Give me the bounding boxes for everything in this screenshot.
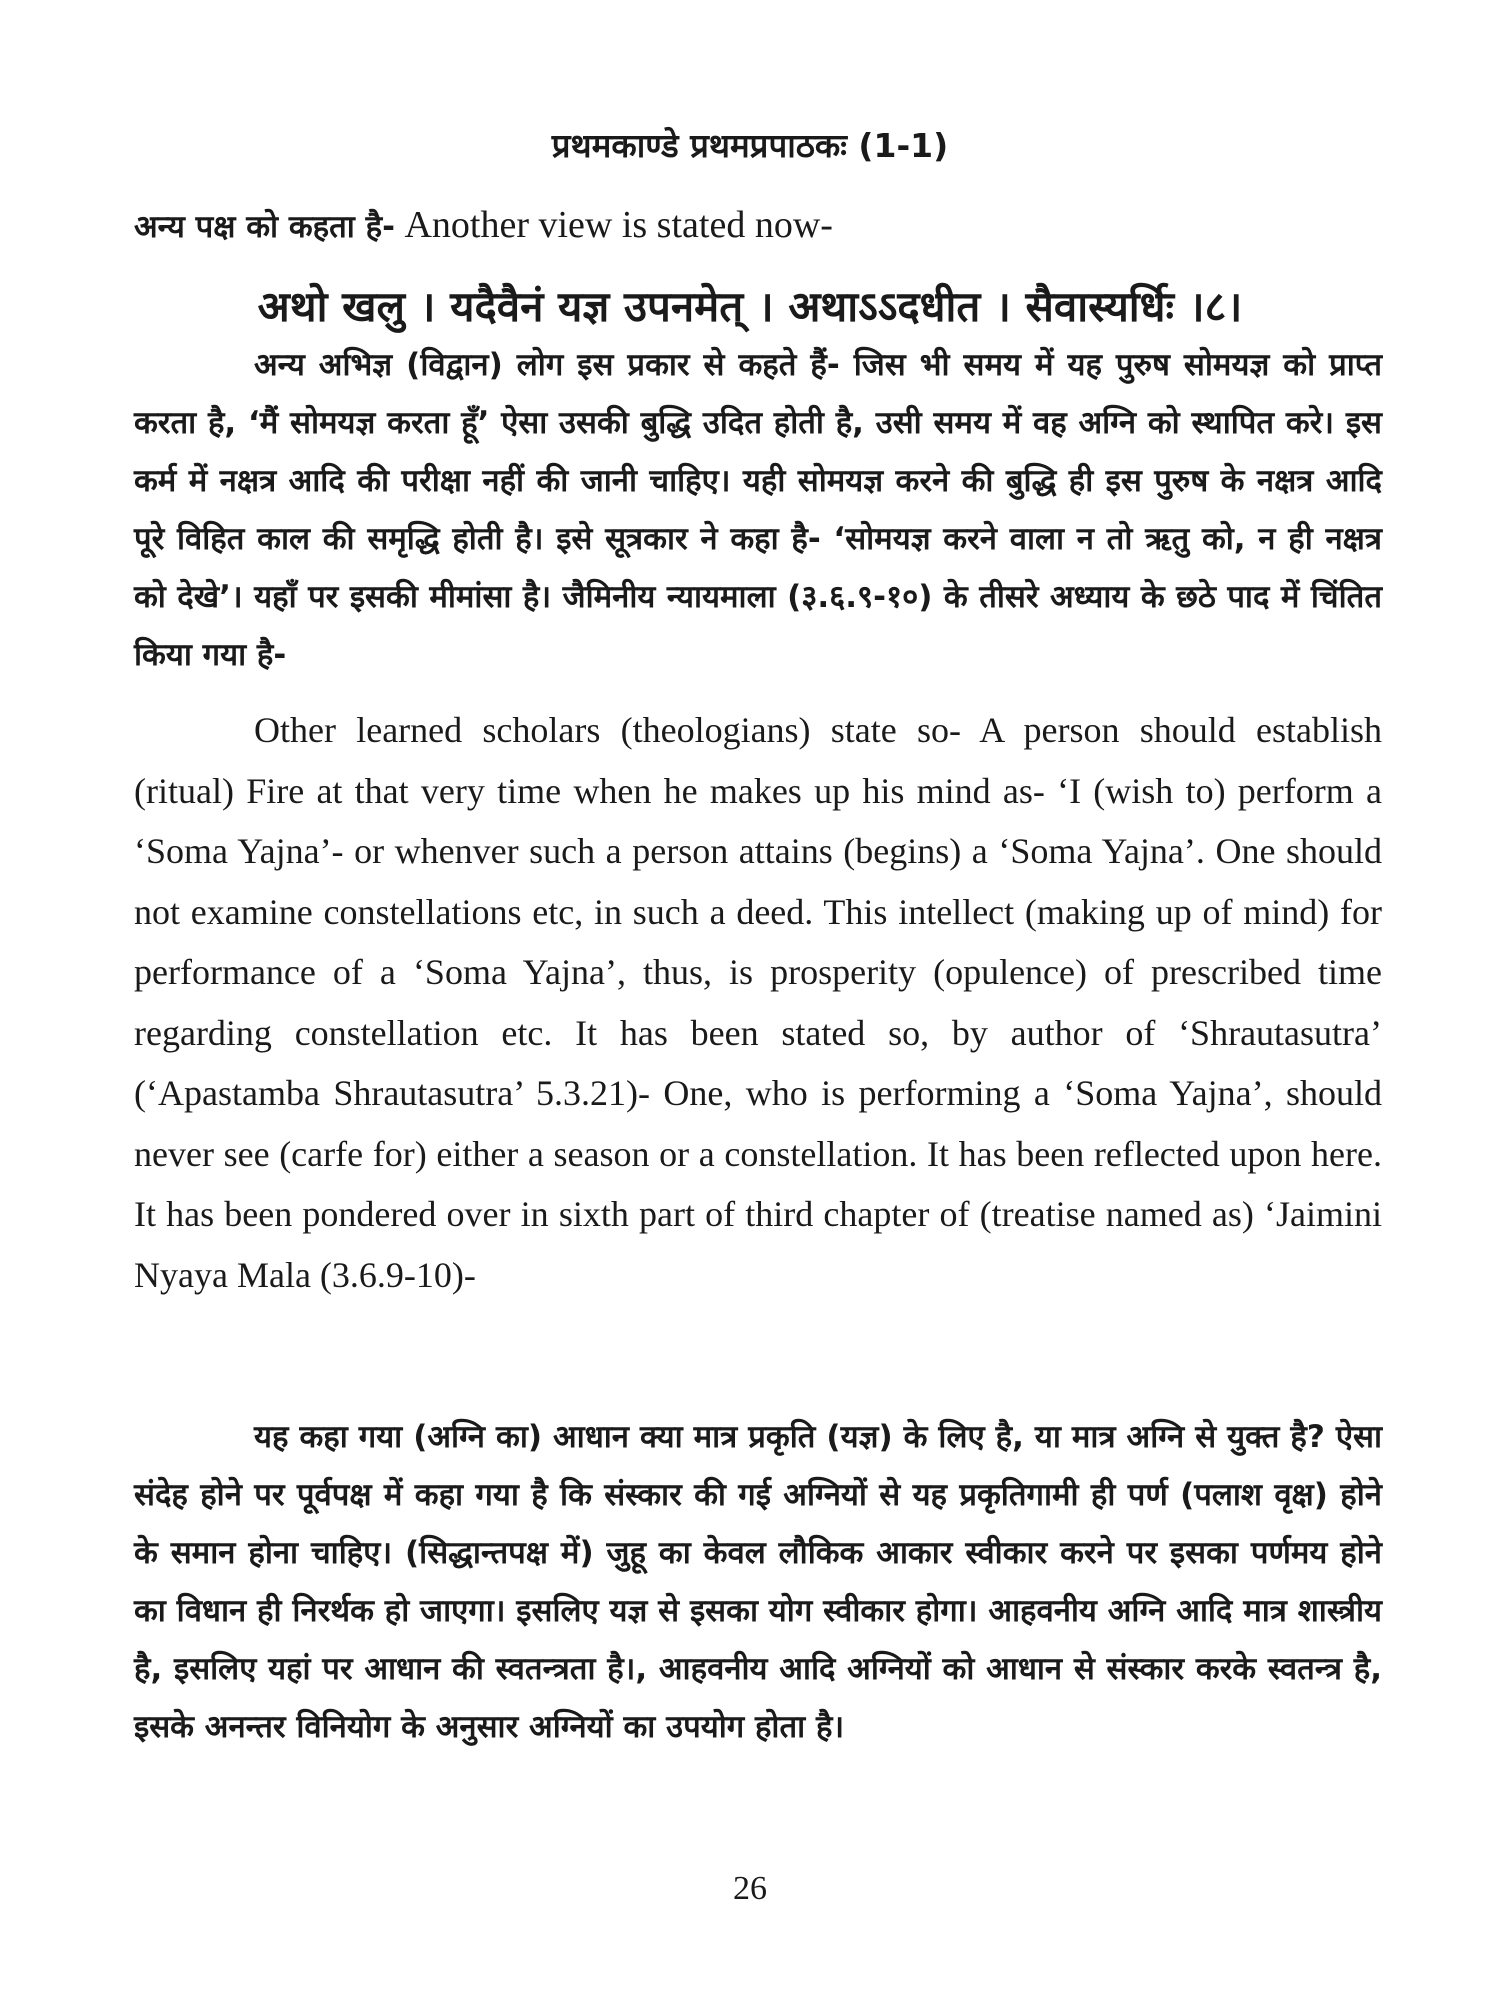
running-head: प्रथमकाण्डे प्रथमप्रपाठकः (1-1) [551,126,949,165]
intro-english: Another view is stated now- [394,204,833,246]
intro-line [134,200,1384,252]
sanskrit-mantra: अथो खलु । यदैवैनं यज्ञ उपनमेत् । अथाऽऽदधीत । सैवास्यर्धिः ।८। [257,282,1243,331]
hindi-commentary-2: यह कहा गया (अग्नि का) आधान क्या मात्र प्रकृति (यज्ञ) के लिए है, या मात्र अग्नि से युक्त है? ऐसा संदेह होने पर पूर्वपक्ष में कहा गया है कि संस्कार की गई अग्नियों से यह प्रकृतिगामी ही पर्ण (पलाश वृक्ष) होने के समान होना चाहिए। (सिद्धान्तपक्ष में) जुहू का केवल लौकिक आकार स्वीकार करने पर इसका पर्णमय होने का विधान ही निरर्थक हो जाएगा। इसलिए यज्ञ से इसका योग स्वीकार होगा। आहवनीय अग्नि आदि मात्र शास्त्रीय है, इसलिए यहां पर आधान की स्वतन्त्रता है।, आहवनीय आदि अग्नियों को आधान से संस्कार करके स्वतन्त्र है, इसके अनन्तर विनियोग के अनुसार अग्नियों का उपयोग होता है। [134,1419,1382,1745]
english-translation: Other learned scholars (theologians) state so- A person should establish (ritual) Fire at that very time when he makes up his mind as- ‘I (wish to) perform a ‘Soma Yajna’- or whenver such a person attains (begins) a ‘Soma Yajna’. One should not examine constellations etc, in such a deed. This intellect (making up of mind) for performance of a ‘Soma Yajna’, thus, is prosperity (opulence) of prescribed time regarding constellation etc. It has been stated so, by author of ‘Shrautasutra’ (‘Apastamba Shrautasutra’ 5.3.21)- One, who is performing a ‘Soma Yajna’, should never see (carfe for) either a season or a constellation. It has been reflected upon here. It has been pondered over in sixth part of third chapter of (treatise named as) ‘Jaimini Nyaya Mala (3.6.9-10)- [134,710,1382,1295]
page-number: 26 [733,1870,767,1907]
intro-hindi: अन्य पक्ष को कहता है- [134,209,395,245]
hindi-commentary-1: अन्य अभिज्ञ (विद्वान) लोग इस प्रकार से कहते हैं- जिस भी समय में यह पुरुष सोमयज्ञ को प्राप्त करता है, ‘मैं सोमयज्ञ करता हूँ’ ऐसा उसकी बुद्धि उदित होती है, उसी समय में वह अग्नि को स्थापित करे। इस कर्म में नक्षत्र आदि की परीक्षा नहीं की जानी चाहिए। यही सोमयज्ञ करने की बुद्धि ही इस पुरुष के नक्षत्र आदि पूरे विहित काल की समृद्धि होती है। इसे सूत्रकार ने कहा है- ‘सोमयज्ञ करने वाला न तो ऋतु को, न ही नक्षत्र को देखे’। यहाँ पर इसकी मीमांसा है। जैमिनीय न्यायमाला (३.६.९-१०) के तीसरे अध्याय के छठे पाद में चिंतित किया गया है- [134,347,1382,673]
